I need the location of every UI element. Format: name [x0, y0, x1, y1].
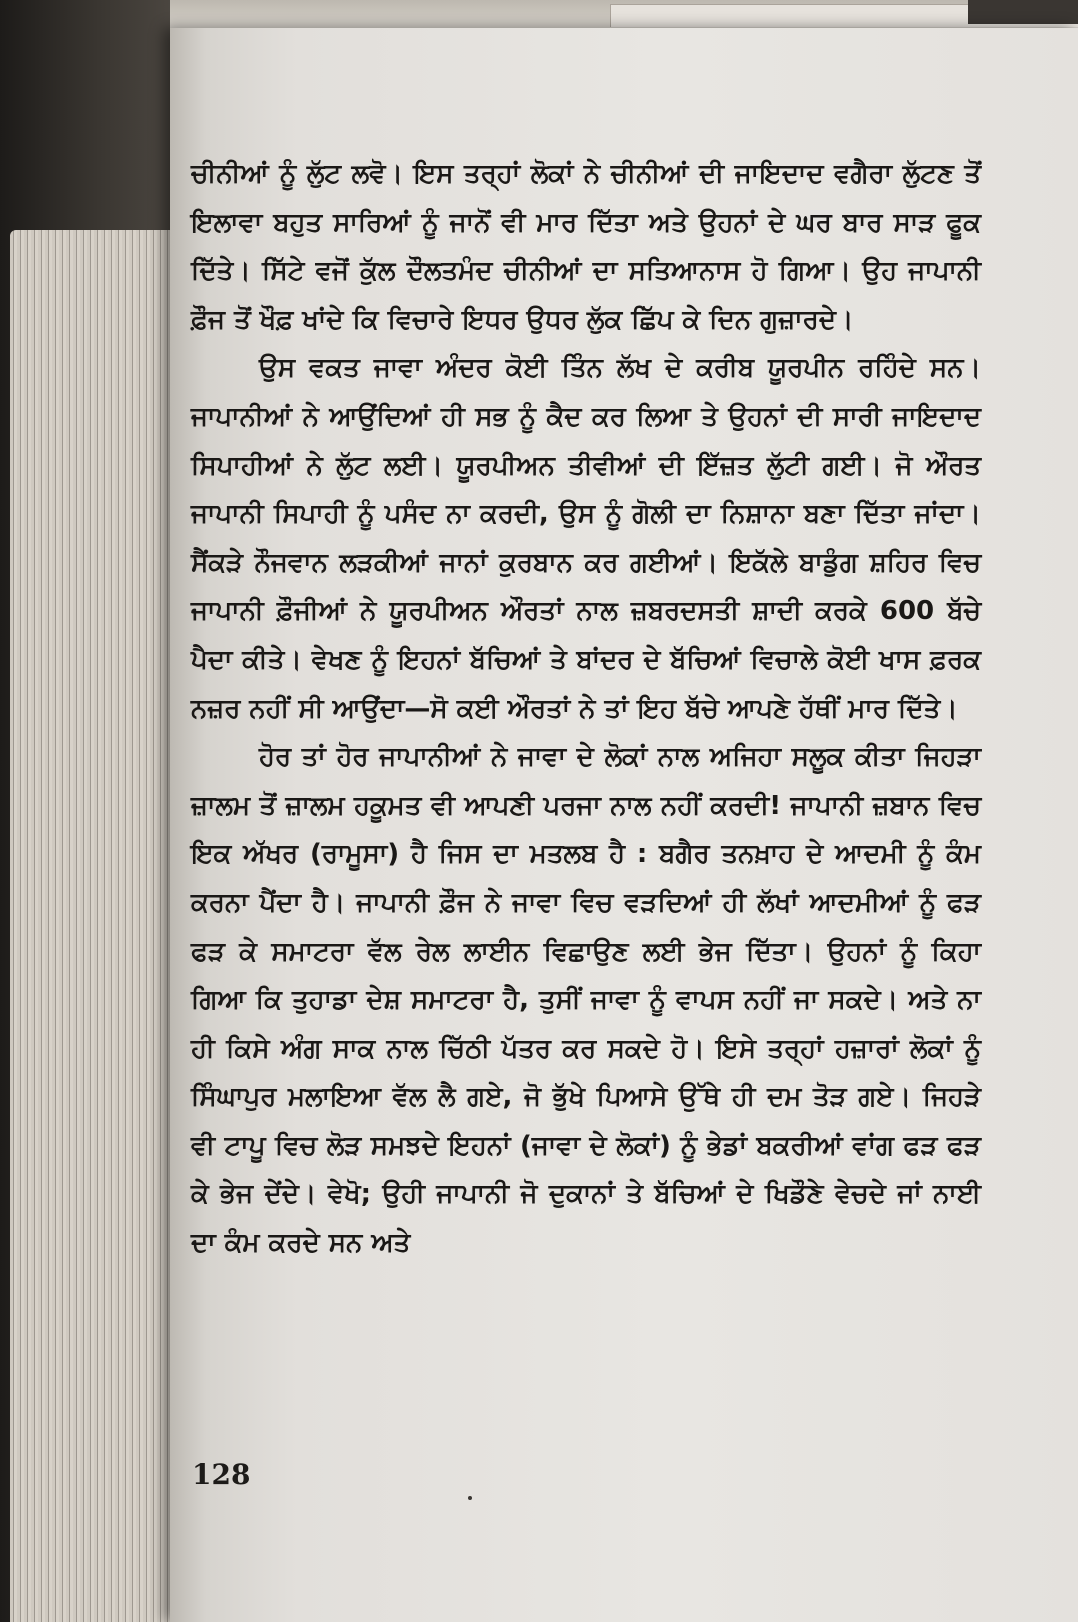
body-text: [191, 150, 981, 1268]
paragraph-2: ਉਸ ਵਕਤ ਜਾਵਾ ਅੰਦਰ ਕੋਈ ਤਿੰਨ ਲੱਖ ਦੇ ਕਰੀਬ ਯੂਰਪੀਨ ਰਹਿੰਦੇ ਸਨ। ਜਾਪਾਨੀਆਂ ਨੇ ਆਉਂਦਿਆਂ ਹੀ ਸਭ ਨੂੰ ਕੈਦ ਕਰ ਲਿਆ ਤੇ ਉਹਨਾਂ ਦੀ ਸਾਰੀ ਜਾਇਦਾਦ ਸਿਪਾਹੀਆਂ ਨੇ ਲੁੱਟ ਲਈ। ਯੂਰਪੀਅਨ ਤੀਵੀਆਂ ਦੀ ਇੱਜ਼ਤ ਲੁੱਟੀ ਗਈ। ਜੋ ਔਰਤ ਜਾਪਾਨੀ ਸਿਪਾਹੀ ਨੂੰ ਪਸੰਦ ਨਾ ਕਰਦੀ, ਉਸ ਨੂੰ ਗੋਲੀ ਦਾ ਨਿਸ਼ਾਨਾ ਬਣਾ ਦਿੱਤਾ ਜਾਂਦਾ। ਸੈਂਕੜੇ ਨੌਜਵਾਨ ਲੜਕੀਆਂ ਜਾਨਾਂ ਕੁਰਬਾਨ ਕਰ ਗਈਆਂ। ਇਕੱਲੇ ਬਾਡੁੰਗ ਸ਼ਹਿਰ ਵਿਚ ਜਾਪਾਨੀ ਫ਼ੌਜੀਆਂ ਨੇ ਯੂਰਪੀਅਨ ਔਰਤਾਂ ਨਾਲ ਜ਼ਬਰਦਸਤੀ ਸ਼ਾਦੀ ਕਰਕੇ 600 ਬੱਚੇ ਪੈਦਾ ਕੀਤੇ। ਵੇਖਣ ਨੂੰ ਇਹਨਾਂ ਬੱਚਿਆਂ ਤੇ ਬਾਂਦਰ ਦੇ ਬੱਚਿਆਂ ਵਿਚਾਲੇ ਕੋਈ ਖਾਸ ਫ਼ਰਕ ਨਜ਼ਰ ਨਹੀਂ ਸੀ ਆਉਂਦਾ—ਸੋ ਕਈ ਔਰਤਾਂ ਨੇ ਤਾਂ ਇਹ ਬੱਚੇ ਆਪਣੇ ਹੱਥੀਂ ਮਾਰ ਦਿੱਤੇ।: [191, 353, 981, 724]
top-dark-corner: [968, 0, 1078, 24]
paragraph-1: ਚੀਨੀਆਂ ਨੂੰ ਲੁੱਟ ਲਵੋ। ਇਸ ਤਰ੍ਹਾਂ ਲੋਕਾਂ ਨੇ ਚੀਨੀਆਂ ਦੀ ਜਾਇਦਾਦ ਵਗੈਰਾ ਲੁੱਟਣ ਤੋਂ ਇਲਾਵਾ ਬਹੁਤ ਸਾਰਿਆਂ ਨੂੰ ਜਾਨੋਂ ਵੀ ਮਾਰ ਦਿੱਤਾ ਅਤੇ ਉਹਨਾਂ ਦੇ ਘਰ ਬਾਰ ਸਾੜ ਫੂਕ ਦਿੱਤੇ। ਸਿੱਟੇ ਵਜੋਂ ਕੁੱਲ ਦੌਲਤਮੰਦ ਚੀਨੀਆਂ ਦਾ ਸਤਿਆਨਾਸ ਹੋ ਗਿਆ। ਉਹ ਜਾਪਾਨੀ ਫ਼ੌਜ ਤੋਂ ਖੌਫ਼ ਖਾਂਦੇ ਕਿ ਵਿਚਾਰੇ ਇਧਰ ਉਧਰ ਲੁੱਕ ਛਿੱਪ ਕੇ ਦਿਨ ਗੁਜ਼ਾਰਦੇ।: [191, 159, 981, 335]
paper-speck: [468, 1496, 472, 1500]
page-stack-edges: [10, 230, 180, 1622]
page-number: 128: [192, 1458, 251, 1491]
paragraph-3: ਹੋਰ ਤਾਂ ਹੋਰ ਜਾਪਾਨੀਆਂ ਨੇ ਜਾਵਾ ਦੇ ਲੋਕਾਂ ਨਾਲ ਅਜਿਹਾ ਸਲੂਕ ਕੀਤਾ ਜਿਹੜਾ ਜ਼ਾਲਮ ਤੋਂ ਜ਼ਾਲਮ ਹਕੂਮਤ ਵੀ ਆਪਣੀ ਪਰਜਾ ਨਾਲ ਨਹੀਂ ਕਰਦੀ! ਜਾਪਾਨੀ ਜ਼ਬਾਨ ਵਿਚ ਇਕ ਅੱਖਰ (ਰਾਮੂਸਾ) ਹੈ ਜਿਸ ਦਾ ਮਤਲਬ ਹੈ : ਬਗੈਰ ਤਨਖ਼ਾਹ ਦੇ ਆਦਮੀ ਨੂੰ ਕੰਮ ਕਰਨਾ ਪੈਂਦਾ ਹੈ। ਜਾਪਾਨੀ ਫ਼ੌਜ ਨੇ ਜਾਵਾ ਵਿਚ ਵੜਦਿਆਂ ਹੀ ਲੱਖਾਂ ਆਦਮੀਆਂ ਨੂੰ ਫੜ ਫੜ ਕੇ ਸਮਾਟਰਾ ਵੱਲ ਰੇਲ ਲਾਈਨ ਵਿਛਾਉਣ ਲਈ ਭੇਜ ਦਿੱਤਾ। ਉਹਨਾਂ ਨੂੰ ਕਿਹਾ ਗਿਆ ਕਿ ਤੁਹਾਡਾ ਦੇਸ਼ ਸਮਾਟਰਾ ਹੈ, ਤੁਸੀਂ ਜਾਵਾ ਨੂੰ ਵਾਪਸ ਨਹੀਂ ਜਾ ਸਕਦੇ। ਅਤੇ ਨਾ ਹੀ ਕਿਸੇ ਅੰਗ ਸਾਕ ਨਾਲ ਚਿੱਠੀ ਪੱਤਰ ਕਰ ਸਕਦੇ ਹੋ। ਇਸੇ ਤਰ੍ਹਾਂ ਹਜ਼ਾਰਾਂ ਲੋਕਾਂ ਨੂੰ ਸਿੰਘਾਪੁਰ ਮਲਾਇਆ ਵੱਲ ਲੈ ਗਏ, ਜੋ ਭੁੱਖੇ ਪਿਆਸੇ ਉੱਥੇ ਹੀ ਦਮ ਤੋੜ ਗਏ। ਜਿਹੜੇ ਵੀ ਟਾਪੂ ਵਿਚ ਲੋੜ ਸਮਝਦੇ ਇਹਨਾਂ (ਜਾਵਾ ਦੇ ਲੋਕਾਂ) ਨੂੰ ਭੇਡਾਂ ਬਕਰੀਆਂ ਵਾਂਗ ਫੜ ਫੜ ਕੇ ਭੇਜ ਦੇਂਦੇ। ਵੇਖੋ; ਉਹੀ ਜਾਪਾਨੀ ਜੋ ਦੁਕਾਨਾਂ ਤੇ ਬੱਚਿਆਂ ਦੇ ਖਿਡੌਣੇ ਵੇਚਦੇ ਜਾਂ ਨਾਈ ਦਾ ਕੰਮ ਕਰਦੇ ਸਨ ਅਤੇ: [191, 742, 981, 1259]
